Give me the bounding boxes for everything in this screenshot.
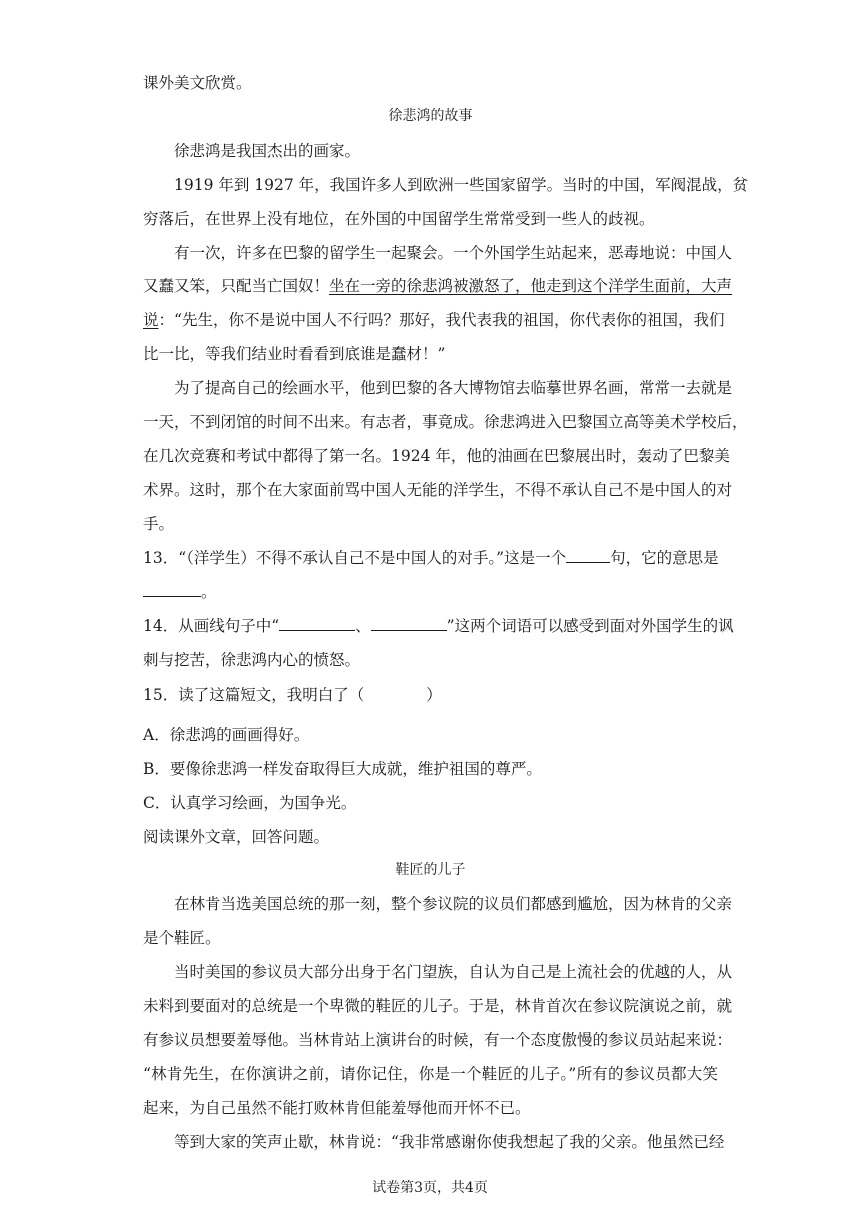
question-15: 15．读了这篇短文，我明白了（ ） [143, 686, 442, 704]
section-intro: 课外美文欣赏。 [143, 74, 252, 92]
question-14 [143, 615, 734, 637]
paragraph-line: 在林肯当选美国总统的那一刻，整个参议院的议员们都感到尴尬，因为林肯的父亲 [174, 895, 733, 913]
paragraph-line: 1919 年到 1927 年，我国许多人到欧洲一些国家留学。当时的中国，军阀混战，贫 [174, 176, 749, 194]
paragraph-line: 手。 [143, 515, 175, 533]
paragraph-line: 穷落后，在世界上没有地位，在外国的中国留学生常常受到一些人的歧视。 [143, 210, 655, 228]
paragraph-line: 一天，不到闭馆的时间不出来。有志者，事竟成。徐悲鸿进入巴黎国立高等美术学校后， [143, 413, 748, 431]
paragraph-line: 有参议员想要羞辱他。当林肯站上演讲台的时候，有一个态度傲慢的参议员站起来说： [143, 1031, 733, 1049]
paragraph-line: 是个鞋匠。 [143, 929, 221, 947]
paragraph-line: 等到大家的笑声止歇，林肯说：“我非常感谢你使我想起了我的父亲。他虽然已经 [174, 1133, 725, 1151]
paragraph-line: 比一比，等我们结业时看看到底谁是蠢材！” [143, 345, 446, 363]
question-14-cont: 刺与挖苦，徐悲鸿内心的愤怒。 [143, 651, 361, 669]
paragraph-line: 在几次竞赛和考试中都得了第一名。1924 年，他的油画在巴黎展出时，轰动了巴黎美 [143, 447, 730, 465]
question-text: 句，它的意思是 [610, 549, 719, 567]
question-text: 14．从画线句子中“ [143, 617, 280, 635]
question-13-cont [143, 581, 718, 603]
option-b[interactable]: B．要像徐悲鸿一样发奋取得巨大成就，维护祖国的尊严。 [143, 760, 542, 778]
text-span: ：“先生，你不是说中国人不行吗？那好，我代表我的祖国，你代表你的祖国，我们 [158, 311, 725, 329]
underlined-sentence: 坐在一旁的徐悲鸿被激怒了，他走到这个洋学生面前，大声 [329, 277, 733, 295]
text-span: 又蠢又笨，只配当亡国奴！ [143, 277, 330, 295]
paragraph-line: 未料到要面对的总统是一个卑微的鞋匠的儿子。于是，林肯首次在参议院演说之前，就 [143, 997, 733, 1015]
paragraph-line: “林肯先生，在你演讲之前，请你记住，你是一个鞋匠的儿子。”所有的参议员都大笑 [143, 1065, 718, 1083]
paragraph-line: 术界。这时，那个在大家面前骂中国人无能的洋学生，不得不承认自己不是中国人的对 [143, 481, 733, 499]
underlined-sentence: 说 [143, 311, 159, 329]
question-text: 13．“（洋学生）不得不承认自己不是中国人的对手。”这是一个 [143, 549, 567, 567]
paragraph-line: 有一次，许多在巴黎的留学生一起聚会。一个外国学生站起来，恶毒地说：中国人 [174, 244, 733, 262]
question-text: 、 [355, 617, 371, 635]
option-a[interactable]: A．徐悲鸿的画画得好。 [143, 726, 310, 744]
option-c[interactable]: C．认真学习绘画，为国争光。 [143, 794, 357, 812]
story-title: 徐悲鸿的故事 [388, 108, 473, 124]
story-title: 鞋匠的儿子 [395, 862, 466, 878]
question-text: 。 [201, 583, 217, 601]
paragraph-line: 当时美国的参议员大部分出身于名门望族，自认为自己是上流社会的优越的人，从 [174, 963, 733, 981]
question-text: ”这两个词语可以感受到面对外国学生的讽 [446, 617, 734, 635]
paragraph-line: 徐悲鸿是我国杰出的画家。 [174, 142, 361, 160]
answer-blank[interactable] [143, 581, 201, 597]
question-13 [143, 547, 718, 569]
paragraph-line: 起来，为自己虽然不能打败林肯但能羞辱他而开怀不已。 [143, 1099, 531, 1117]
answer-blank[interactable] [279, 615, 355, 631]
paragraph-line [143, 275, 733, 297]
page-footer: 试卷第3页，共4页 [372, 1180, 488, 1196]
paragraph-line: 为了提高自己的绘画水平，他到巴黎的各大博物馆去临摹世界名画，常常一去就是 [174, 379, 733, 397]
answer-blank[interactable] [566, 547, 610, 563]
section-intro: 阅读课外文章，回答问题。 [143, 828, 330, 846]
answer-blank[interactable] [371, 615, 447, 631]
paragraph-line [143, 309, 725, 331]
